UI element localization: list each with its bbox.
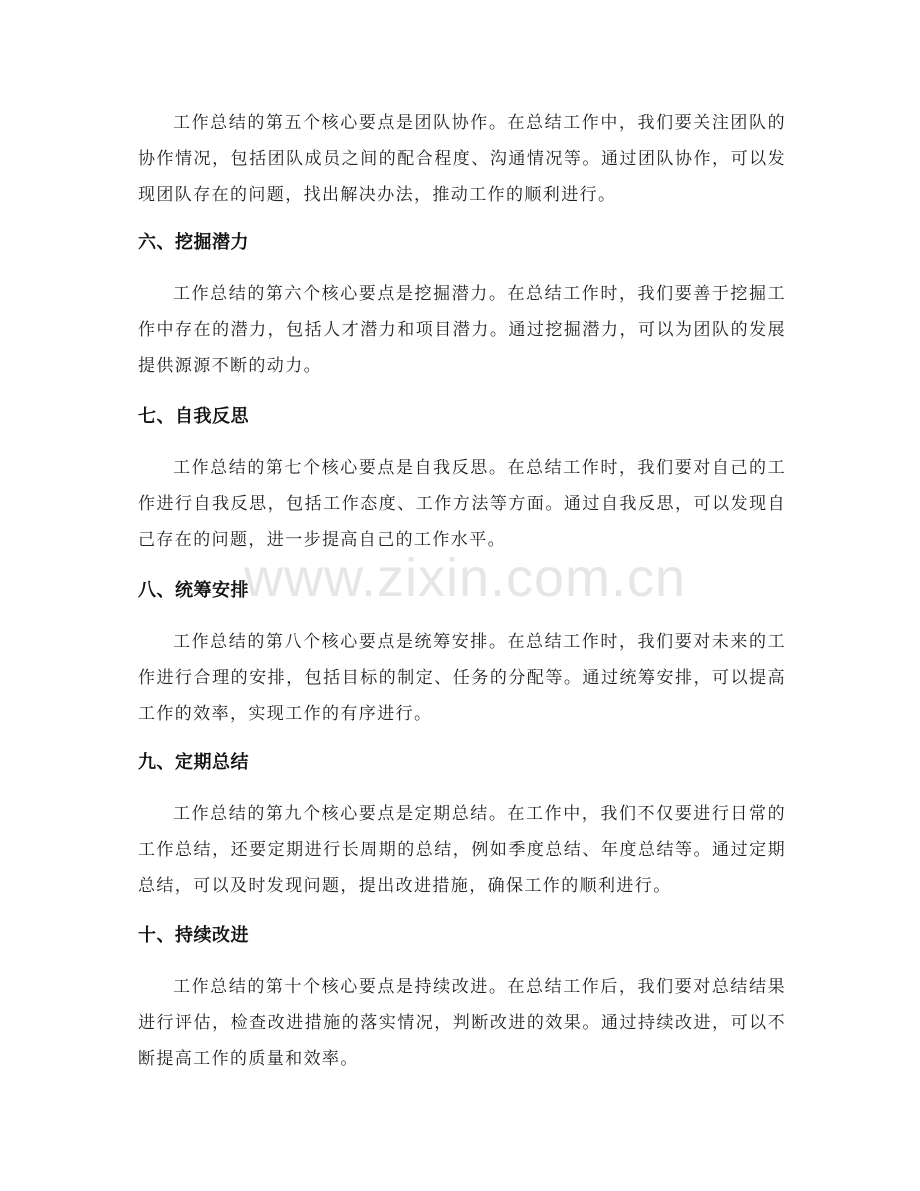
paragraph-planning: 工作总结的第八个核心要点是统筹安排。在总结工作时，我们要对未来的工作进行合理的安排，包括目标的制定、任务的分配等。通过统筹安排，可以提高工作的效率，实现工作的有序进行。 bbox=[138, 632, 786, 724]
heading-regular-summary: 九、定期总结 bbox=[138, 752, 249, 773]
heading-planning: 八、统筹安排 bbox=[138, 580, 249, 601]
heading-self-reflection: 七、自我反思 bbox=[138, 406, 249, 427]
heading-continuous-improvement: 十、持续改进 bbox=[138, 925, 249, 946]
watermark-text: www.zixin.com.cn bbox=[243, 548, 687, 608]
paragraph-self-reflection: 工作总结的第七个核心要点是自我反思。在总结工作时，我们要对自己的工作进行自我反思，包括工作态度、工作方法等方面。通过自我反思，可以发现自己存在的问题，进一步提高自己的工作水平。 bbox=[138, 458, 786, 550]
heading-potential: 六、挖掘潜力 bbox=[138, 232, 249, 253]
paragraph-regular-summary: 工作总结的第九个核心要点是定期总结。在工作中，我们不仅要进行日常的工作总结，还要定期进行长周期的总结，例如季度总结、年度总结等。通过定期总结，可以及时发现问题，提出改进措施，确保工作的顺利进行。 bbox=[138, 804, 786, 896]
paragraph-potential: 工作总结的第六个核心要点是挖掘潜力。在总结工作时，我们要善于挖掘工作中存在的潜力，包括人才潜力和项目潜力。通过挖掘潜力，可以为团队的发展提供源源不断的动力。 bbox=[138, 284, 786, 376]
paragraph-teamwork: 工作总结的第五个核心要点是团队协作。在总结工作中，我们要关注团队的协作情况，包括团队成员之间的配合程度、沟通情况等。通过团队协作，可以发现团队存在的问题，找出解决办法，推动工作的顺利进行。 bbox=[138, 113, 786, 205]
paragraph-continuous-improvement: 工作总结的第十个核心要点是持续改进。在总结工作后，我们要对总结结果进行评估，检查改进措施的落实情况，判断改进的效果。通过持续改进，可以不断提高工作的质量和效率。 bbox=[138, 977, 786, 1069]
